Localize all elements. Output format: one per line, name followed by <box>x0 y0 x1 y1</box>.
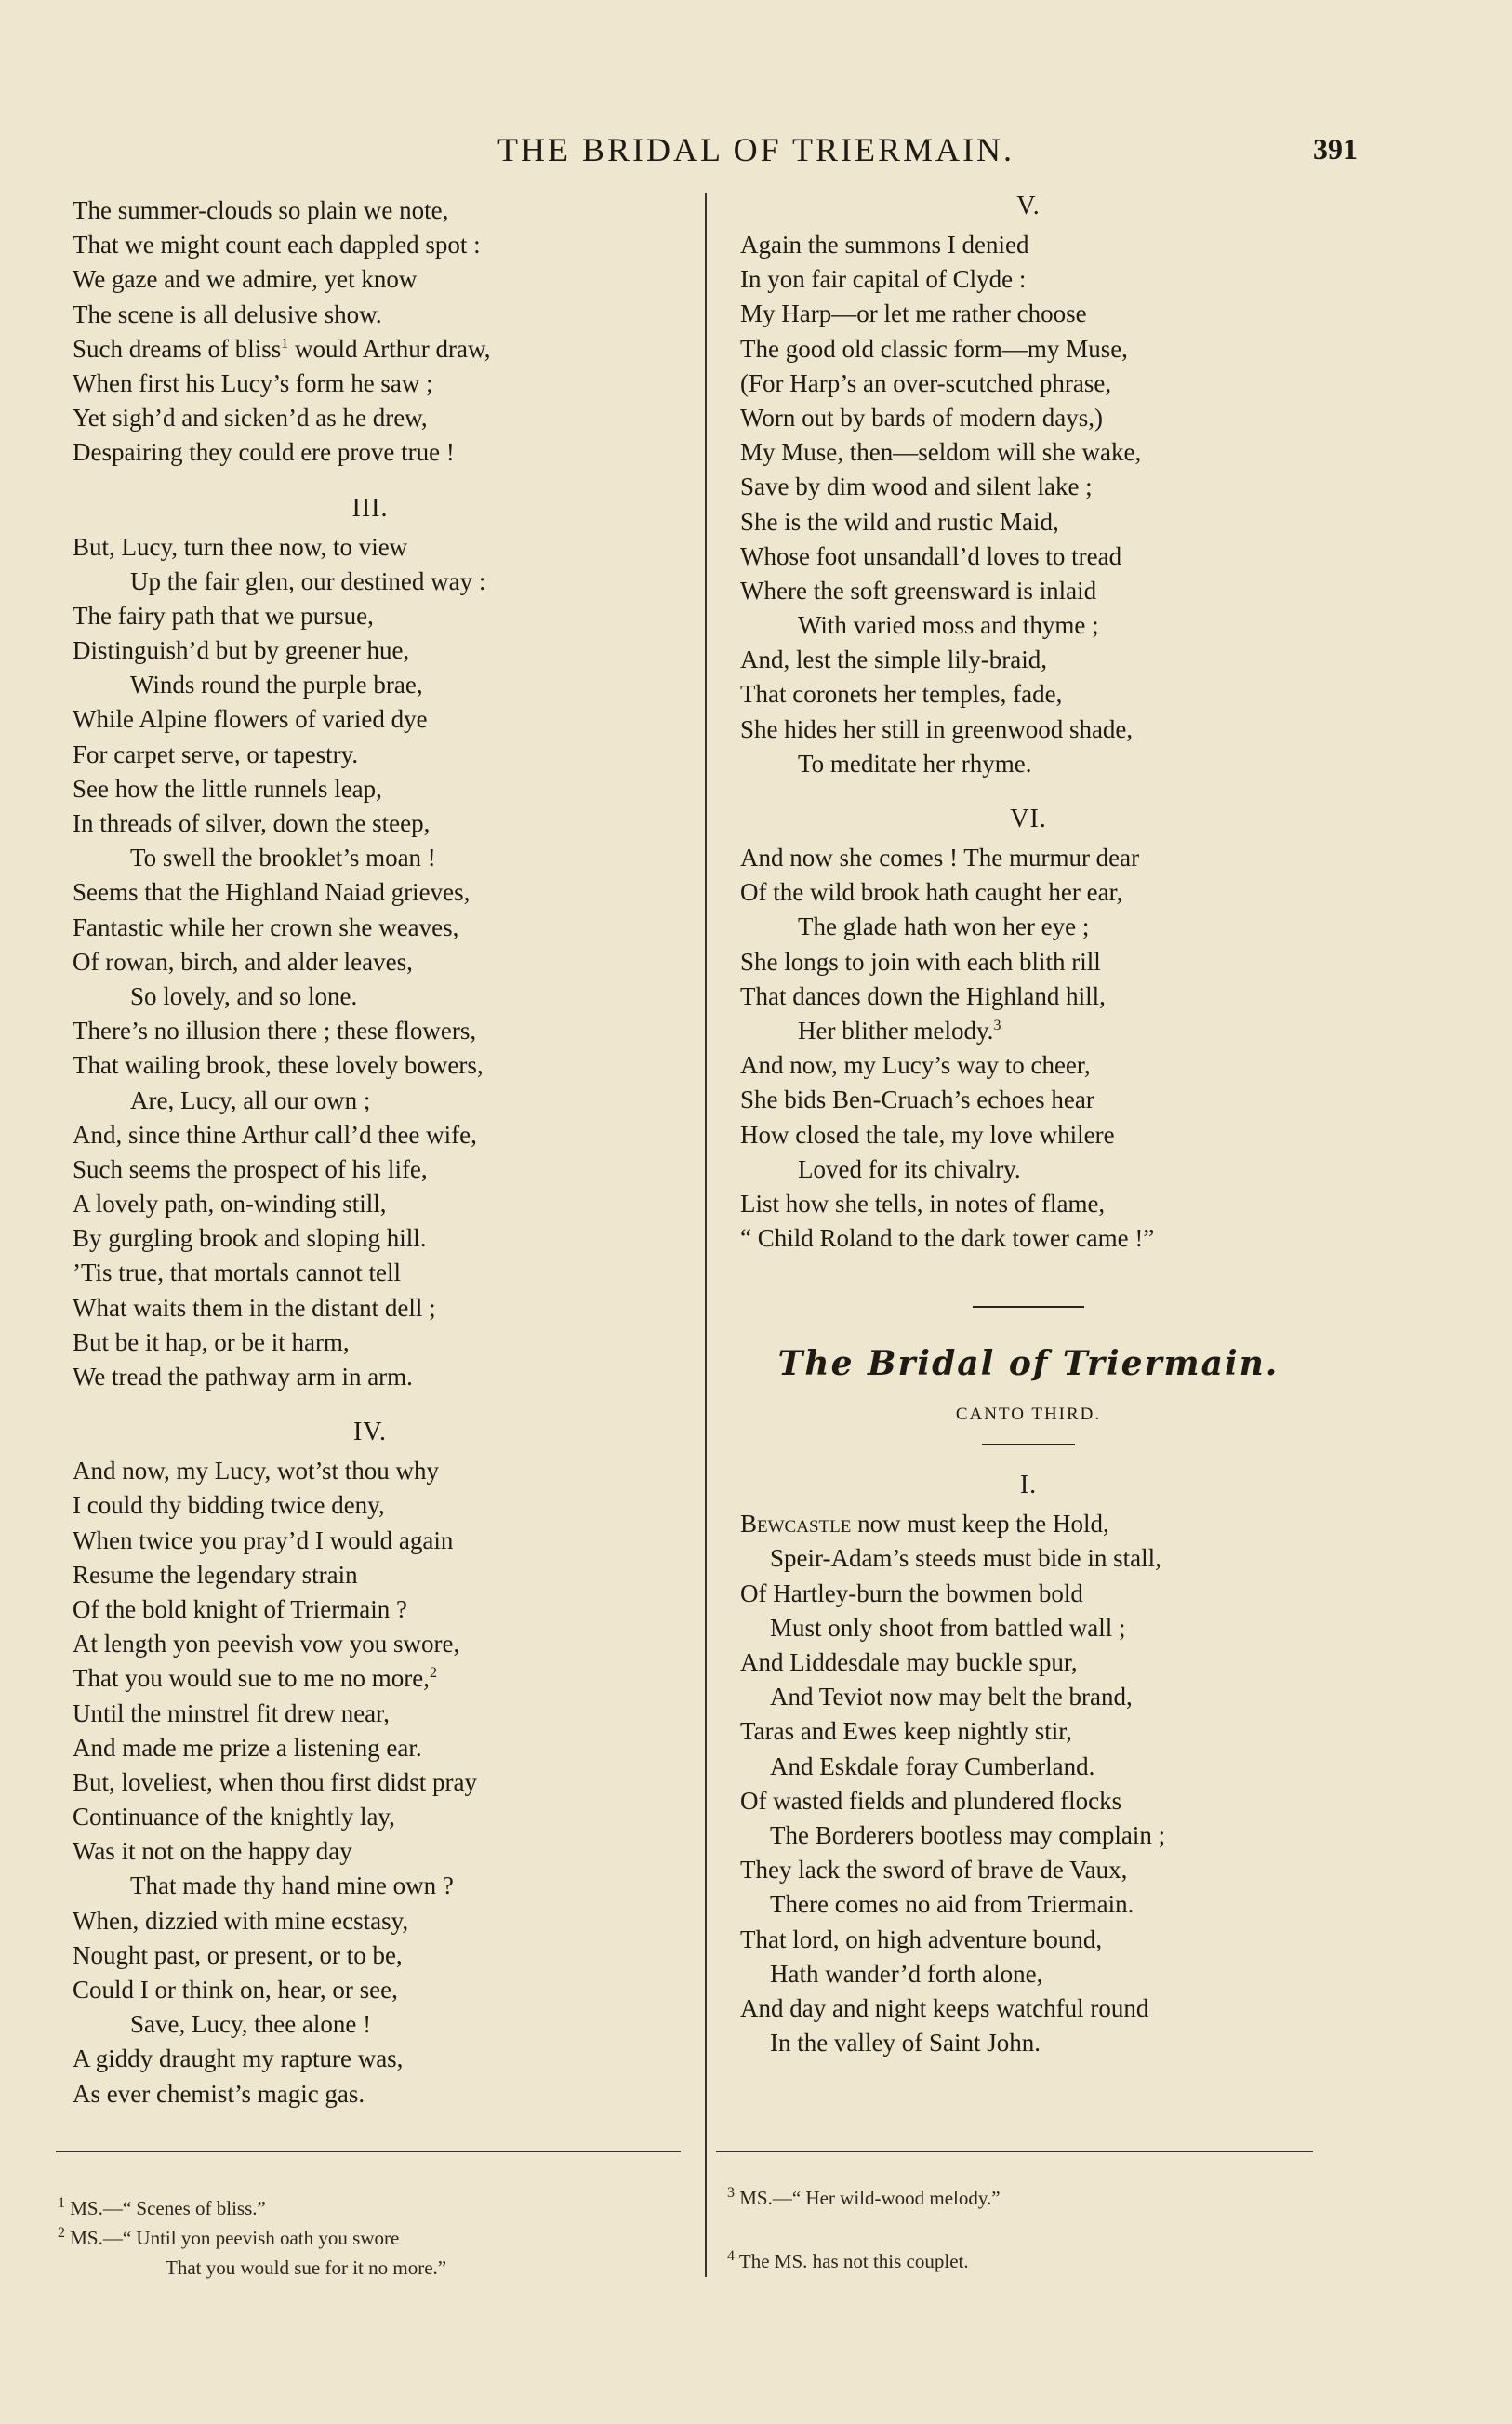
poem-line: Resume the legendary strain <box>73 1560 358 1589</box>
poem-line: Yet sigh’d and sicken’d as he drew, <box>73 404 428 433</box>
footnote-rule <box>56 2151 681 2152</box>
footnote <box>58 2193 690 2223</box>
poem-line: Worn out by bards of modern days,) <box>740 403 1103 432</box>
stanza-heading: VI. <box>1010 805 1047 833</box>
poem-line: We gaze and we admire, yet know <box>73 265 418 294</box>
poem-line: The good old classic form—my Muse, <box>740 334 1128 363</box>
poem-line: At length yon peevish vow you swore, <box>73 1630 460 1658</box>
poem-line: So lovely, and so lone. <box>130 981 358 1010</box>
poem-line: There’s no illusion there ; these flowers, <box>73 1017 477 1046</box>
poem-line: Such seems the prospect of his life, <box>73 1154 428 1183</box>
footnote-marker: 1 <box>58 2195 65 2211</box>
right-column <box>740 185 1317 2060</box>
poem-line: Fantastic while her crown she weaves, <box>73 912 459 941</box>
poem-line: And, since thine Arthur call’d thee wife, <box>73 1120 477 1149</box>
poem-line: By gurgling brook and sloping hill. <box>73 1224 427 1253</box>
poem-line: In yon fair capital of Clyde : <box>740 265 1027 294</box>
poem-line: Was it not on the happy day <box>73 1837 352 1866</box>
poem-line: Loved for its chivalry. <box>798 1154 1021 1183</box>
poem-line: What waits them in the distant dell ; <box>73 1293 436 1322</box>
poem-line: For carpet serve, or tapestry. <box>73 739 359 768</box>
poem-line: That made thy hand mine own ? <box>130 1871 454 1900</box>
stanza-heading: IV. <box>353 1418 387 1447</box>
poem-line: Speir-Adam’s steeds must bide in stall, <box>770 1544 1161 1573</box>
footnote-text: MS.—“ Until yon peevish oath you swore <box>70 2227 400 2249</box>
footnote-continuation: That you would sue for it no more.” <box>166 2257 447 2279</box>
footnote-text: MS.—“ Her wild-wood melody.” <box>739 2187 1001 2209</box>
poem-line: To swell the brooklet’s moan ! <box>130 844 436 872</box>
footnotes-left <box>58 2193 690 2283</box>
poem-line: A giddy draught my rapture was, <box>73 2044 404 2073</box>
stanza-heading: V. <box>1016 192 1041 220</box>
poem-line <box>740 1507 1317 1541</box>
footnote <box>58 2223 690 2253</box>
poem-line: In the valley of Saint John. <box>770 2029 1041 2058</box>
poem-line: Distinguish’d but by greener hue, <box>73 636 410 665</box>
poem-line: Of rowan, birch, and alder leaves, <box>73 947 413 976</box>
footnote-marker: 3 <box>727 2185 735 2201</box>
poem-line: Whose foot unsandall’d loves to tread <box>740 541 1122 570</box>
poem-line: And Teviot now may belt the brand, <box>770 1683 1133 1711</box>
poem-line: And Liddesdale may buckle spur, <box>740 1648 1078 1676</box>
poem-line: And Eskdale foray Cumberland. <box>770 1751 1095 1780</box>
poem-line: “ Child Roland to the dark tower came !” <box>740 1224 1155 1253</box>
poem-line: As ever chemist’s magic gas. <box>73 2079 365 2108</box>
poem-line: There comes no aid from Triermain. <box>770 1890 1134 1919</box>
poem-line: She hides her still in greenwood shade, <box>740 714 1134 743</box>
poem-line: Must only shoot from battled wall ; <box>770 1613 1126 1642</box>
poem-line: And now, my Lucy, wot’st thou why <box>73 1457 439 1485</box>
poem-line <box>740 1014 1317 1048</box>
poem-line: She longs to join with each blith rill <box>740 947 1101 976</box>
footnote-ref: 2 <box>429 1665 437 1682</box>
poem-line: And, lest the simple lily-braid, <box>740 646 1047 674</box>
poem-line: We tread the pathway arm in arm. <box>73 1363 413 1391</box>
footnote-marker: 4 <box>727 2248 735 2264</box>
poem-text: Her blither melody. <box>798 1016 994 1045</box>
poem-line: And made me prize a listening ear. <box>73 1733 422 1762</box>
poem-line: I could thy bidding twice deny, <box>73 1491 385 1520</box>
poem-line: That wailing brook, these lovely bowers, <box>73 1051 484 1080</box>
canto-subtitle: CANTO THIRD. <box>955 1405 1102 1425</box>
poem-line: And now, my Lucy’s way to cheer, <box>740 1051 1091 1080</box>
poem-line: Nought past, or present, or to be, <box>73 1940 403 1969</box>
poem-line: Taras and Ewes keep nightly stir, <box>740 1717 1072 1746</box>
canto-title: The Bridal of Triermain. <box>777 1344 1280 1384</box>
poem-line: But be it hap, or be it harm, <box>73 1327 350 1356</box>
footnote-rule <box>716 2151 1313 2152</box>
poem-line: Again the summons I denied <box>740 231 1029 259</box>
poem-line <box>73 332 668 366</box>
poem-line: But, loveliest, when thou first didst pray <box>73 1767 477 1796</box>
poem-line: When twice you pray’d I would again <box>73 1525 454 1554</box>
column-divider <box>705 193 707 2277</box>
poem-line: To meditate her rhyme. <box>798 749 1032 778</box>
poem-text: would Arthur draw, <box>288 334 491 363</box>
running-header: THE BRIDAL OF TRIERMAIN. <box>497 131 1015 168</box>
footnote <box>727 2183 1322 2213</box>
poem-line: Winds round the purple brae, <box>130 671 423 699</box>
footnotes-right <box>727 2183 1322 2276</box>
poem-line: While Alpine flowers of varied dye <box>73 705 428 734</box>
poem-line: She bids Ben-Cruach’s echoes hear <box>740 1085 1094 1114</box>
poem-line: They lack the sword of brave de Vaux, <box>740 1856 1128 1885</box>
poem-line: Of the wild brook hath caught her ear, <box>740 878 1123 907</box>
poem-text: That you would sue to me no more, <box>73 1664 430 1693</box>
poem-line: Save, Lucy, thee alone ! <box>130 2010 372 2039</box>
poem-line: In threads of silver, down the steep, <box>73 809 431 837</box>
poem-line: List how she tells, in notes of flame, <box>740 1189 1106 1218</box>
poem-line: Of Hartley-burn the bowmen bold <box>740 1578 1083 1607</box>
stanza-heading: I. <box>1019 1471 1038 1500</box>
poem-line: Up the fair glen, our destined way : <box>130 566 486 595</box>
footnote-text: The MS. has not this couplet. <box>738 2250 969 2272</box>
poem-line: How closed the tale, my love whilere <box>740 1120 1115 1149</box>
poem-line: (For Harp’s an over-scutched phrase, <box>740 368 1112 397</box>
poem-line: That dances down the Highland hill, <box>740 981 1106 1010</box>
poem-line: See how the little runnels leap, <box>73 774 382 803</box>
poem-line: The glade hath won her eye ; <box>798 912 1090 941</box>
poem-line: When, dizzied with mine ecstasy, <box>73 1906 409 1935</box>
poem-line: Hath wander’d forth alone, <box>770 1959 1043 1988</box>
poem-line: Seems that the Highland Naiad grieves, <box>73 878 471 907</box>
footnote <box>727 2246 1322 2276</box>
left-column <box>73 193 668 2111</box>
poem-line: With varied moss and thyme ; <box>798 611 1099 640</box>
poem-line: And day and night keeps watchful round <box>740 1993 1149 2022</box>
poem-line: And now she comes ! The murmur dear <box>740 844 1140 872</box>
poem-line: That we might count each dappled spot : <box>73 231 481 260</box>
poem-text: now must keep the Hold, <box>851 1510 1109 1538</box>
poem-line: The Borderers bootless may complain ; <box>770 1820 1166 1849</box>
poem-line: The fairy path that we pursue, <box>73 601 374 630</box>
poem-line: Are, Lucy, all our own ; <box>130 1085 371 1114</box>
poem-text: Bewcastle <box>740 1510 852 1538</box>
poem-line: Of the bold knight of Triermain ? <box>73 1594 407 1623</box>
poem-line <box>73 1661 668 1696</box>
poem-line: Continuance of the knightly lay, <box>73 1803 395 1831</box>
poem-line: She is the wild and rustic Maid, <box>740 507 1059 536</box>
page-number: 391 <box>1313 132 1358 166</box>
poem-line: Of wasted fields and plundered flocks <box>740 1786 1122 1815</box>
poem-line: Could I or think on, hear, or see, <box>73 1976 398 2004</box>
poem-line: The summer-clouds so plain we note, <box>73 196 449 224</box>
poem-line: When first his Lucy’s form he saw ; <box>73 368 433 397</box>
poem-line: Save by dim wood and silent lake ; <box>740 473 1093 501</box>
poem-line: Until the minstrel fit drew near, <box>73 1698 390 1727</box>
footnote-marker: 2 <box>58 2225 65 2241</box>
footnote-text: MS.—“ Scenes of bliss.” <box>70 2197 266 2219</box>
poem-line: My Harp—or let me rather choose <box>740 300 1087 328</box>
poem-line: Despairing they could ere prove true ! <box>73 438 455 467</box>
stanza-heading: III. <box>351 493 389 523</box>
poem-text: Such dreams of bliss <box>73 334 282 363</box>
poem-line: The scene is all delusive show. <box>73 300 382 328</box>
poem-line: That coronets her temples, fade, <box>740 680 1063 709</box>
poem-line: That lord, on high adventure bound, <box>740 1925 1103 1953</box>
footnote-ref: 1 <box>281 335 289 352</box>
poem-line: A lovely path, on-winding still, <box>73 1190 387 1219</box>
footnote-ref: 3 <box>993 1017 1001 1033</box>
poem-line: My Muse, then—seldom will she wake, <box>740 438 1142 467</box>
poem-line: ’Tis true, that mortals cannot tell <box>73 1259 401 1287</box>
poem-line: But, Lucy, turn thee now, to view <box>73 532 408 561</box>
poem-line: Where the soft greensward is inlaid <box>740 576 1097 605</box>
